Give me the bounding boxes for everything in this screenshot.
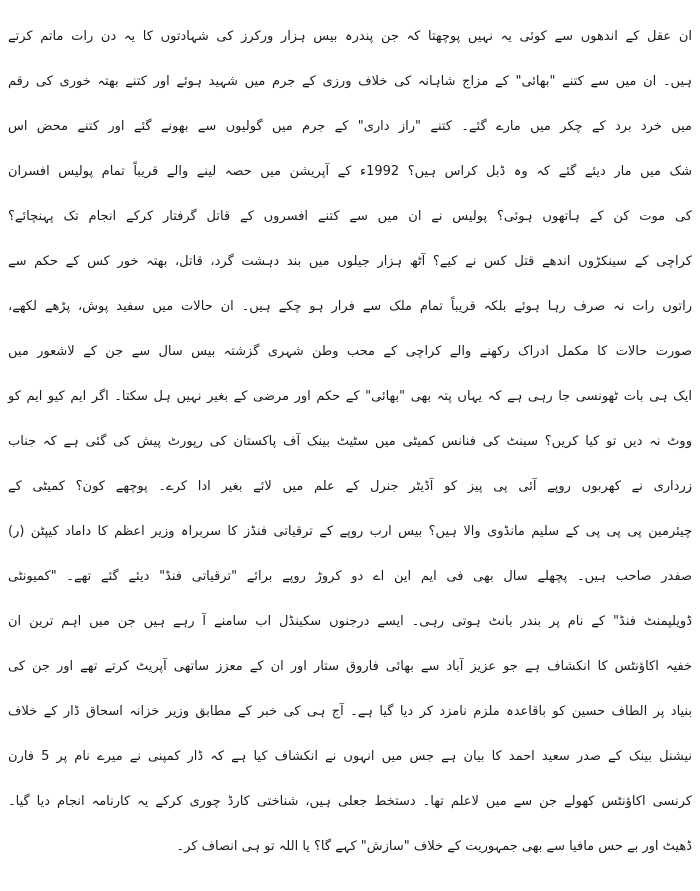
- text-line: کرنسی اکاؤنٹس کھولے جن سے میں لاعلم تھا۔ دستخط جعلی ہیں، شناختی کارڈ چوری کرکے یہ کارنامہ انجام دیا گیا۔: [8, 794, 692, 809]
- text-line: نیشنل بینک کے صدر سعید احمد کا بیان ہے جس میں انہوں نے انکشاف کیا ہے کہ ڈار کمپنی نے میرے نام پر 5 فارن: [8, 749, 692, 764]
- text-line: میں خرد برد کے چکر میں مارے گئے۔ کتنے "راز داری" کے جرم میں گولیوں سے بھونے گئے اور کتنے محض اس: [8, 119, 692, 134]
- text-line: شک میں مار دیئے گئے کہ وہ ڈبل کراس ہیں؟ 1992ء کے آپریشن میں حصہ لینے والے قریباً تمام پولیس افسران: [8, 164, 692, 179]
- text-line: کی موت کن کے ہاتھوں ہوئی؟ پولیس نے ان میں سے کتنے افسروں کے قاتل گرفتار کرکے انجام تک پہنچائے؟: [8, 209, 692, 224]
- text-line: زرداری نے کھربوں روپے آئی پی پیز کو آڈیٹر جنرل کے علم میں لائے بغیر ادا کرے۔ پوچھے کون؟ کمیٹی کے: [8, 479, 692, 494]
- text-line: ڈویلپمنٹ فنڈ" کے نام پر بندر بانٹ ہوتی رہی۔ ایسے درجنوں سکینڈل اب سامنے آ رہے ہیں جن میں اہم ترین ان: [8, 614, 692, 629]
- text-line: راتوں رات نہ صرف رہا ہوئے بلکہ قریباً تمام ملک سے فرار ہو چکے ہیں۔ ان حالات میں سفید پوش، پڑھے لکھے،: [8, 299, 692, 314]
- text-line: ان عقل کے اندھوں سے کوئی یہ نہیں پوچھتا کہ جن پندرہ بیس ہزار ورکرز کی شہادتوں کا یہ دن رات ماتم کرتے: [8, 29, 692, 44]
- text-line: چیئرمین پی پی پی کے سلیم مانڈوی والا ہیں؟ بیس ارب روپے کے ترقیاتی فنڈز کا سربراہ وزیر اعظم کا داماد کیپٹن (ر): [8, 524, 692, 539]
- text-line: صورت حالات کا مکمل ادراک رکھنے والے کراچی کے محب وطن شہری گزشتہ بیس سال سے جن کے لاشعور میں: [8, 344, 692, 359]
- text-line: صفدر صاحب ہیں۔ پچھلے سال بھی فی ایم این اے دو کروڑ روپے برائے "ترقیاتی فنڈ" دیئے گئے تھے۔ "کمیونٹی: [8, 569, 692, 584]
- text-line: ایک ہی بات ٹھونسی جا رہی ہے کہ یہاں پتہ بھی "بھائی" کے حکم اور مرضی کے بغیر نہیں ہل سکتا۔ اگر ایم کیو ایم کو: [8, 389, 692, 404]
- text-line: ووٹ نہ دیں تو کیا کریں؟ سینٹ کی فنانس کمیٹی میں سٹیٹ بینک آف پاکستان کی رپورٹ پیش کی گئی ہے کہ جناب: [8, 434, 692, 449]
- text-line: کراچی کے سینکڑوں اندھے قتل کس نے کیے؟ آٹھ ہزار جیلوں میں بند دہشت گرد، قاتل، بھتہ خور کس کے حکم سے: [8, 254, 692, 269]
- urdu-paragraph: [8, 14, 692, 869]
- text-line: ہیں۔ ان میں سے کتنے "بھائی" کے مزاج شاہانہ کی خلاف ورزی کے جرم میں شہید ہوئے اور کتنے بھتہ خوری کی رقم: [8, 74, 692, 89]
- text-line: خفیہ اکاؤنٹس کا انکشاف ہے جو عزیز آباد سے بھائی فاروق ستار اور ان کے معزز ساتھی آپریٹ کرتے تھے اور جن کی: [8, 659, 692, 674]
- text-line: بنیاد پر الطاف حسین کو باقاعدہ ملزم نامزد کر دیا گیا ہے۔ آج ہی کی خبر کے مطابق وزیر خزانہ اسحاق ڈار کے خلاف: [8, 704, 692, 719]
- text-line-last: ڈھیٹ اور بے حس مافیا سے بھی جمہوریت کے خلاف "سازش" کہے گا؟ یا اللہ تو ہی انصاف کر۔: [176, 839, 692, 854]
